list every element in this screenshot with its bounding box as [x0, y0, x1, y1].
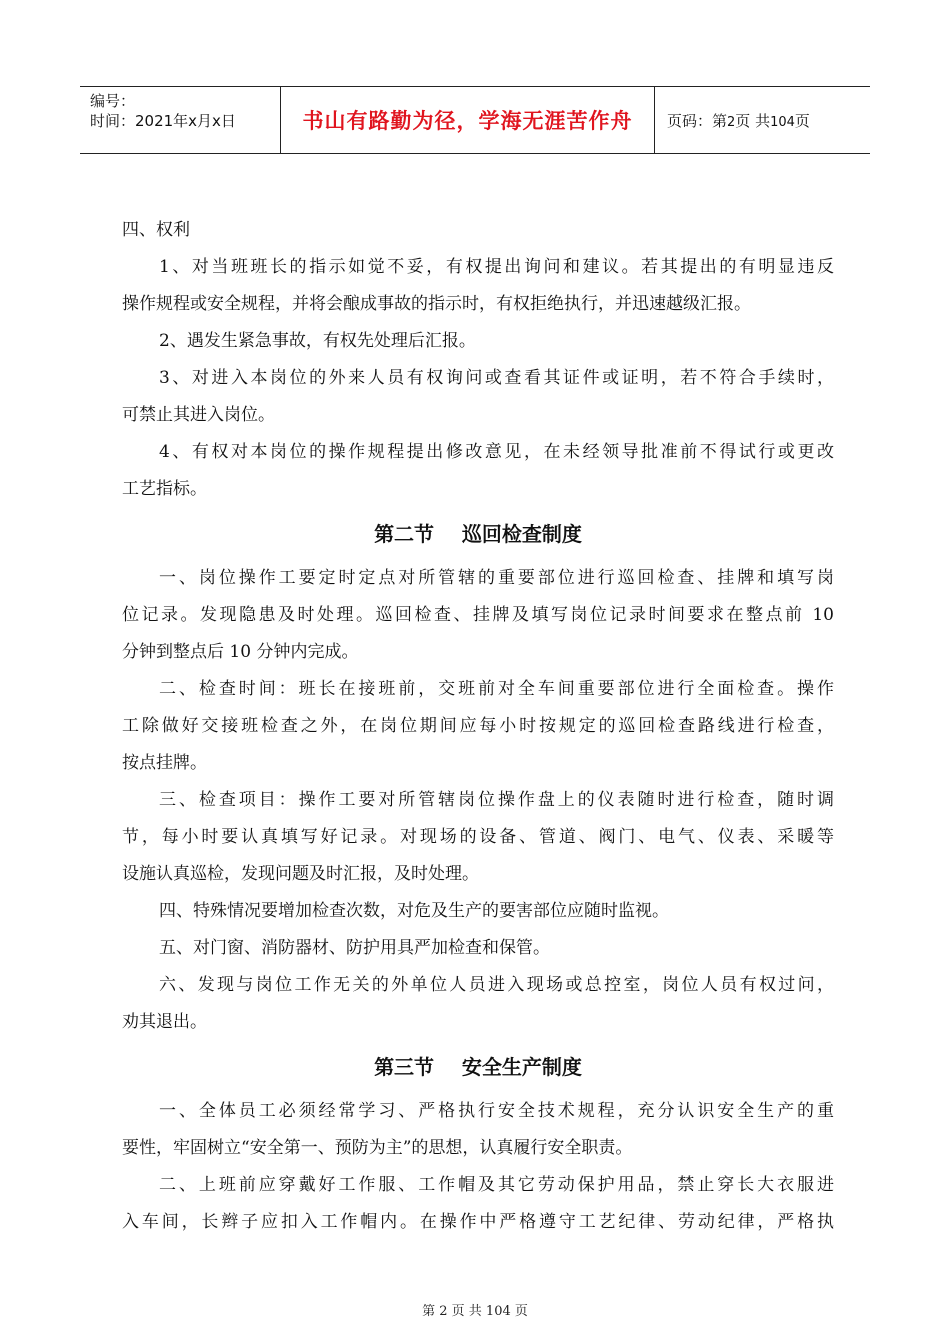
- rights-heading: 四、权利: [122, 220, 190, 240]
- header-page-info: [655, 87, 870, 153]
- s2-item-1-line-3: 分钟到整点后 10 分钟内完成。: [122, 642, 359, 662]
- header-motto: [281, 87, 655, 153]
- doc-number-label: 编号：: [90, 92, 136, 110]
- page-label-prefix: 页码：第: [667, 111, 728, 130]
- header-meta: [80, 87, 281, 153]
- document-body: [122, 212, 834, 1241]
- s2-item-2-line-2: 工除做好交接班检查之外，在岗位期间应每小时按规定的巡回检查路线进行检查，: [122, 716, 834, 736]
- s3-item-2-line-2: 入车间，长辫子应扣入工作帽内。在操作中严格遵守工艺纪律、劳动纪律，严格执: [122, 1212, 834, 1232]
- s2-item-3-line-3: 设施认真巡检，发现问题及时汇报，及时处理。: [122, 864, 479, 884]
- s2-item-1-line-1: 一、岗位操作工要定时定点对所管辖的重要部位进行巡回检查、挂牌和填写岗: [159, 568, 834, 588]
- page-current: 2: [727, 114, 736, 130]
- s2-item-3-line-2: 节，每小时要认真填写好记录。对现场的设备、管道、阀门、电气、仪表、采暖等: [122, 827, 834, 847]
- page-footer: 第 2 页 共 104 页: [422, 1304, 528, 1319]
- rights-item-3-line-2: 可禁止其进入岗位。: [122, 405, 275, 425]
- s2-item-2-line-1: 二、检查时间：班长在接班前，交班前对全车间重要部位进行全面检查。操作: [159, 679, 834, 699]
- section-2-title: 第二节 巡回检查制度: [374, 522, 582, 546]
- rights-item-4-line-2: 工艺指标。: [122, 479, 207, 499]
- s2-item-6-line-2: 劝其退出。: [122, 1012, 207, 1032]
- s3-item-2-line-1: 二、上班前应穿戴好工作服、工作帽及其它劳动保护用品，禁止穿长大衣服进: [159, 1175, 834, 1195]
- motto-text: 书山有路勤为径，学海无涯苦作舟: [302, 109, 633, 133]
- s2-item-4: 四、特殊情况要增加检查次数，对危及生产的要害部位应随时监视。: [159, 901, 669, 921]
- rights-item-1-line-2: 操作规程或安全规程，并将会酿成事故的指示时，有权拒绝执行，并迅速越级汇报。: [122, 294, 751, 314]
- s3-item-1-line-1: 一、全体员工必须经常学习、严格执行安全技术规程，充分认识安全生产的重: [159, 1101, 834, 1121]
- rights-item-3-line-1: 3、对进入本岗位的外来人员有权询问或查看其证件或证明，若不符合手续时，: [159, 368, 834, 388]
- s2-item-1-line-2: 位记录。发现隐患及时处理。巡回检查、挂牌及填写岗位记录时间要求在整点前 10: [122, 605, 834, 625]
- page-total: 104: [770, 114, 795, 130]
- s2-item-6-line-1: 六、发现与岗位工作无关的外单位人员进入现场或总控室，岗位人员有权过问，: [159, 975, 834, 995]
- rights-item-4-line-1: 4、有权对本岗位的操作规程提出修改意见，在未经领导批准前不得试行或更改: [159, 442, 834, 462]
- document-header: [80, 86, 870, 154]
- page-label-mid: 页 共: [735, 111, 771, 130]
- s3-item-1-line-2: 要性，牢固树立“安全第一、预防为主”的思想，认真履行安全职责。: [122, 1138, 633, 1158]
- page-indicator: [667, 110, 870, 131]
- page-label-suffix: 页: [794, 111, 810, 130]
- s2-item-2-line-3: 按点挂牌。: [122, 753, 207, 773]
- s2-item-3-line-1: 三、检查项目：操作工要对所管辖岗位操作盘上的仪表随时进行检查，随时调: [159, 790, 834, 810]
- rights-item-2: 2、遇发生紧急事故，有权先处理后汇报。: [159, 331, 476, 351]
- section-3-title: 第三节 安全生产制度: [374, 1055, 582, 1079]
- rights-item-1-line-1: 1、对当班班长的指示如觉不妥，有权提出询问和建议。若其提出的有明显违反: [159, 257, 834, 277]
- s2-item-5: 五、对门窗、消防器材、防护用具严加检查和保管。: [159, 938, 550, 958]
- doc-time-label: 时间：2021年x月x日: [90, 112, 236, 130]
